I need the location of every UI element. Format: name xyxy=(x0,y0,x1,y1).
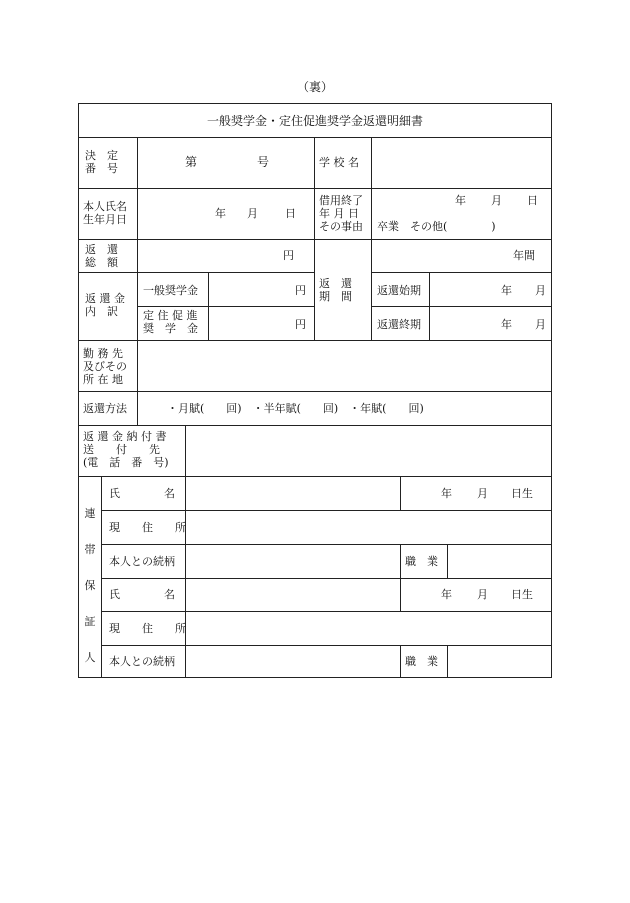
person-birth-year: 年 xyxy=(215,207,226,220)
repay-method-label: 返還方法 xyxy=(83,402,127,415)
repay-end-year: 年 xyxy=(501,318,512,331)
form-title: 一般奨学金・定住促進奨学金返還明細書 xyxy=(206,114,423,128)
decision-dai-text: 第 xyxy=(185,155,198,169)
guarantor2-relation-label: 本人との続柄 xyxy=(109,655,175,668)
total-unit: 円 xyxy=(283,249,294,262)
payment-slip-label: 返 還 金 納 付 書 送 付 先 (電 話 番 号) xyxy=(83,430,169,469)
period-unit: 年間 xyxy=(513,249,535,262)
repay-end-label: 返還終期 xyxy=(377,318,421,331)
page-side-label: （裏） xyxy=(296,80,333,94)
school-name-field[interactable] xyxy=(373,139,549,187)
breakdown-label: 返 還 金 内 訳 xyxy=(85,292,125,318)
guarantor1-birth-month: 月 xyxy=(477,487,488,500)
loan-end-month: 月 xyxy=(491,194,502,207)
loan-end-reason: 卒業 その他( ) xyxy=(377,220,496,233)
guarantor2-birth-month: 月 xyxy=(477,588,488,601)
guarantor2-birth-year: 年 xyxy=(441,588,452,601)
guarantor2-occupation-label: 職 業 xyxy=(405,655,438,668)
period-label: 返 還 期 間 xyxy=(319,277,352,303)
general-scholarship-unit: 円 xyxy=(295,284,306,297)
decision-number-field[interactable] xyxy=(139,139,313,187)
person-birth-day: 日 xyxy=(285,207,296,220)
guarantor1-name-label: 氏 名 xyxy=(109,487,175,500)
guarantor2-birth-day: 日生 xyxy=(511,588,533,601)
settlement-scholarship-unit: 円 xyxy=(295,318,306,331)
repayment-statement-form xyxy=(78,103,552,678)
settlement-scholarship-label: 定 住 促 進 奨 学 金 xyxy=(143,309,198,335)
repay-start-label: 返還始期 xyxy=(377,284,421,297)
school-name-label: 学 校 名 xyxy=(319,156,359,169)
total-label: 返 還 総 額 xyxy=(85,243,118,269)
guarantor1-address-label: 現 住 所 xyxy=(109,521,186,534)
repay-method-options: ・月賦( 回) ・半年賦( 回) ・年賦( 回) xyxy=(167,402,424,415)
loan-end-year: 年 xyxy=(455,194,466,207)
loan-end-label: 借用終了 年 月 日 その事由 xyxy=(319,194,363,233)
workplace-label: 勤 務 先 及びその 所 在 地 xyxy=(83,347,127,386)
joint-guarantor-label: 連 帯 保 証 人 xyxy=(84,507,96,664)
decision-number-label: 決 定 番 号 xyxy=(85,149,118,175)
person-label: 本人氏名 生年月日 xyxy=(83,200,127,226)
guarantor2-name-label: 氏 名 xyxy=(109,588,175,601)
general-scholarship-label: 一般奨学金 xyxy=(143,284,198,297)
payment-slip-field[interactable] xyxy=(187,427,549,475)
repay-start-year: 年 xyxy=(501,284,512,297)
guarantor2-address-label: 現 住 所 xyxy=(109,622,186,635)
guarantor1-birth-year: 年 xyxy=(441,487,452,500)
loan-end-day: 日 xyxy=(527,194,538,207)
repay-start-month: 月 xyxy=(535,284,546,297)
guarantor1-relation-label: 本人との続柄 xyxy=(109,555,175,568)
decision-go-text: 号 xyxy=(257,155,270,169)
guarantor1-birth-day: 日生 xyxy=(511,487,533,500)
workplace-field[interactable] xyxy=(139,342,549,390)
guarantor1-occupation-label: 職 業 xyxy=(405,555,438,568)
repay-end-month: 月 xyxy=(535,318,546,331)
person-birth-month: 月 xyxy=(247,207,258,220)
